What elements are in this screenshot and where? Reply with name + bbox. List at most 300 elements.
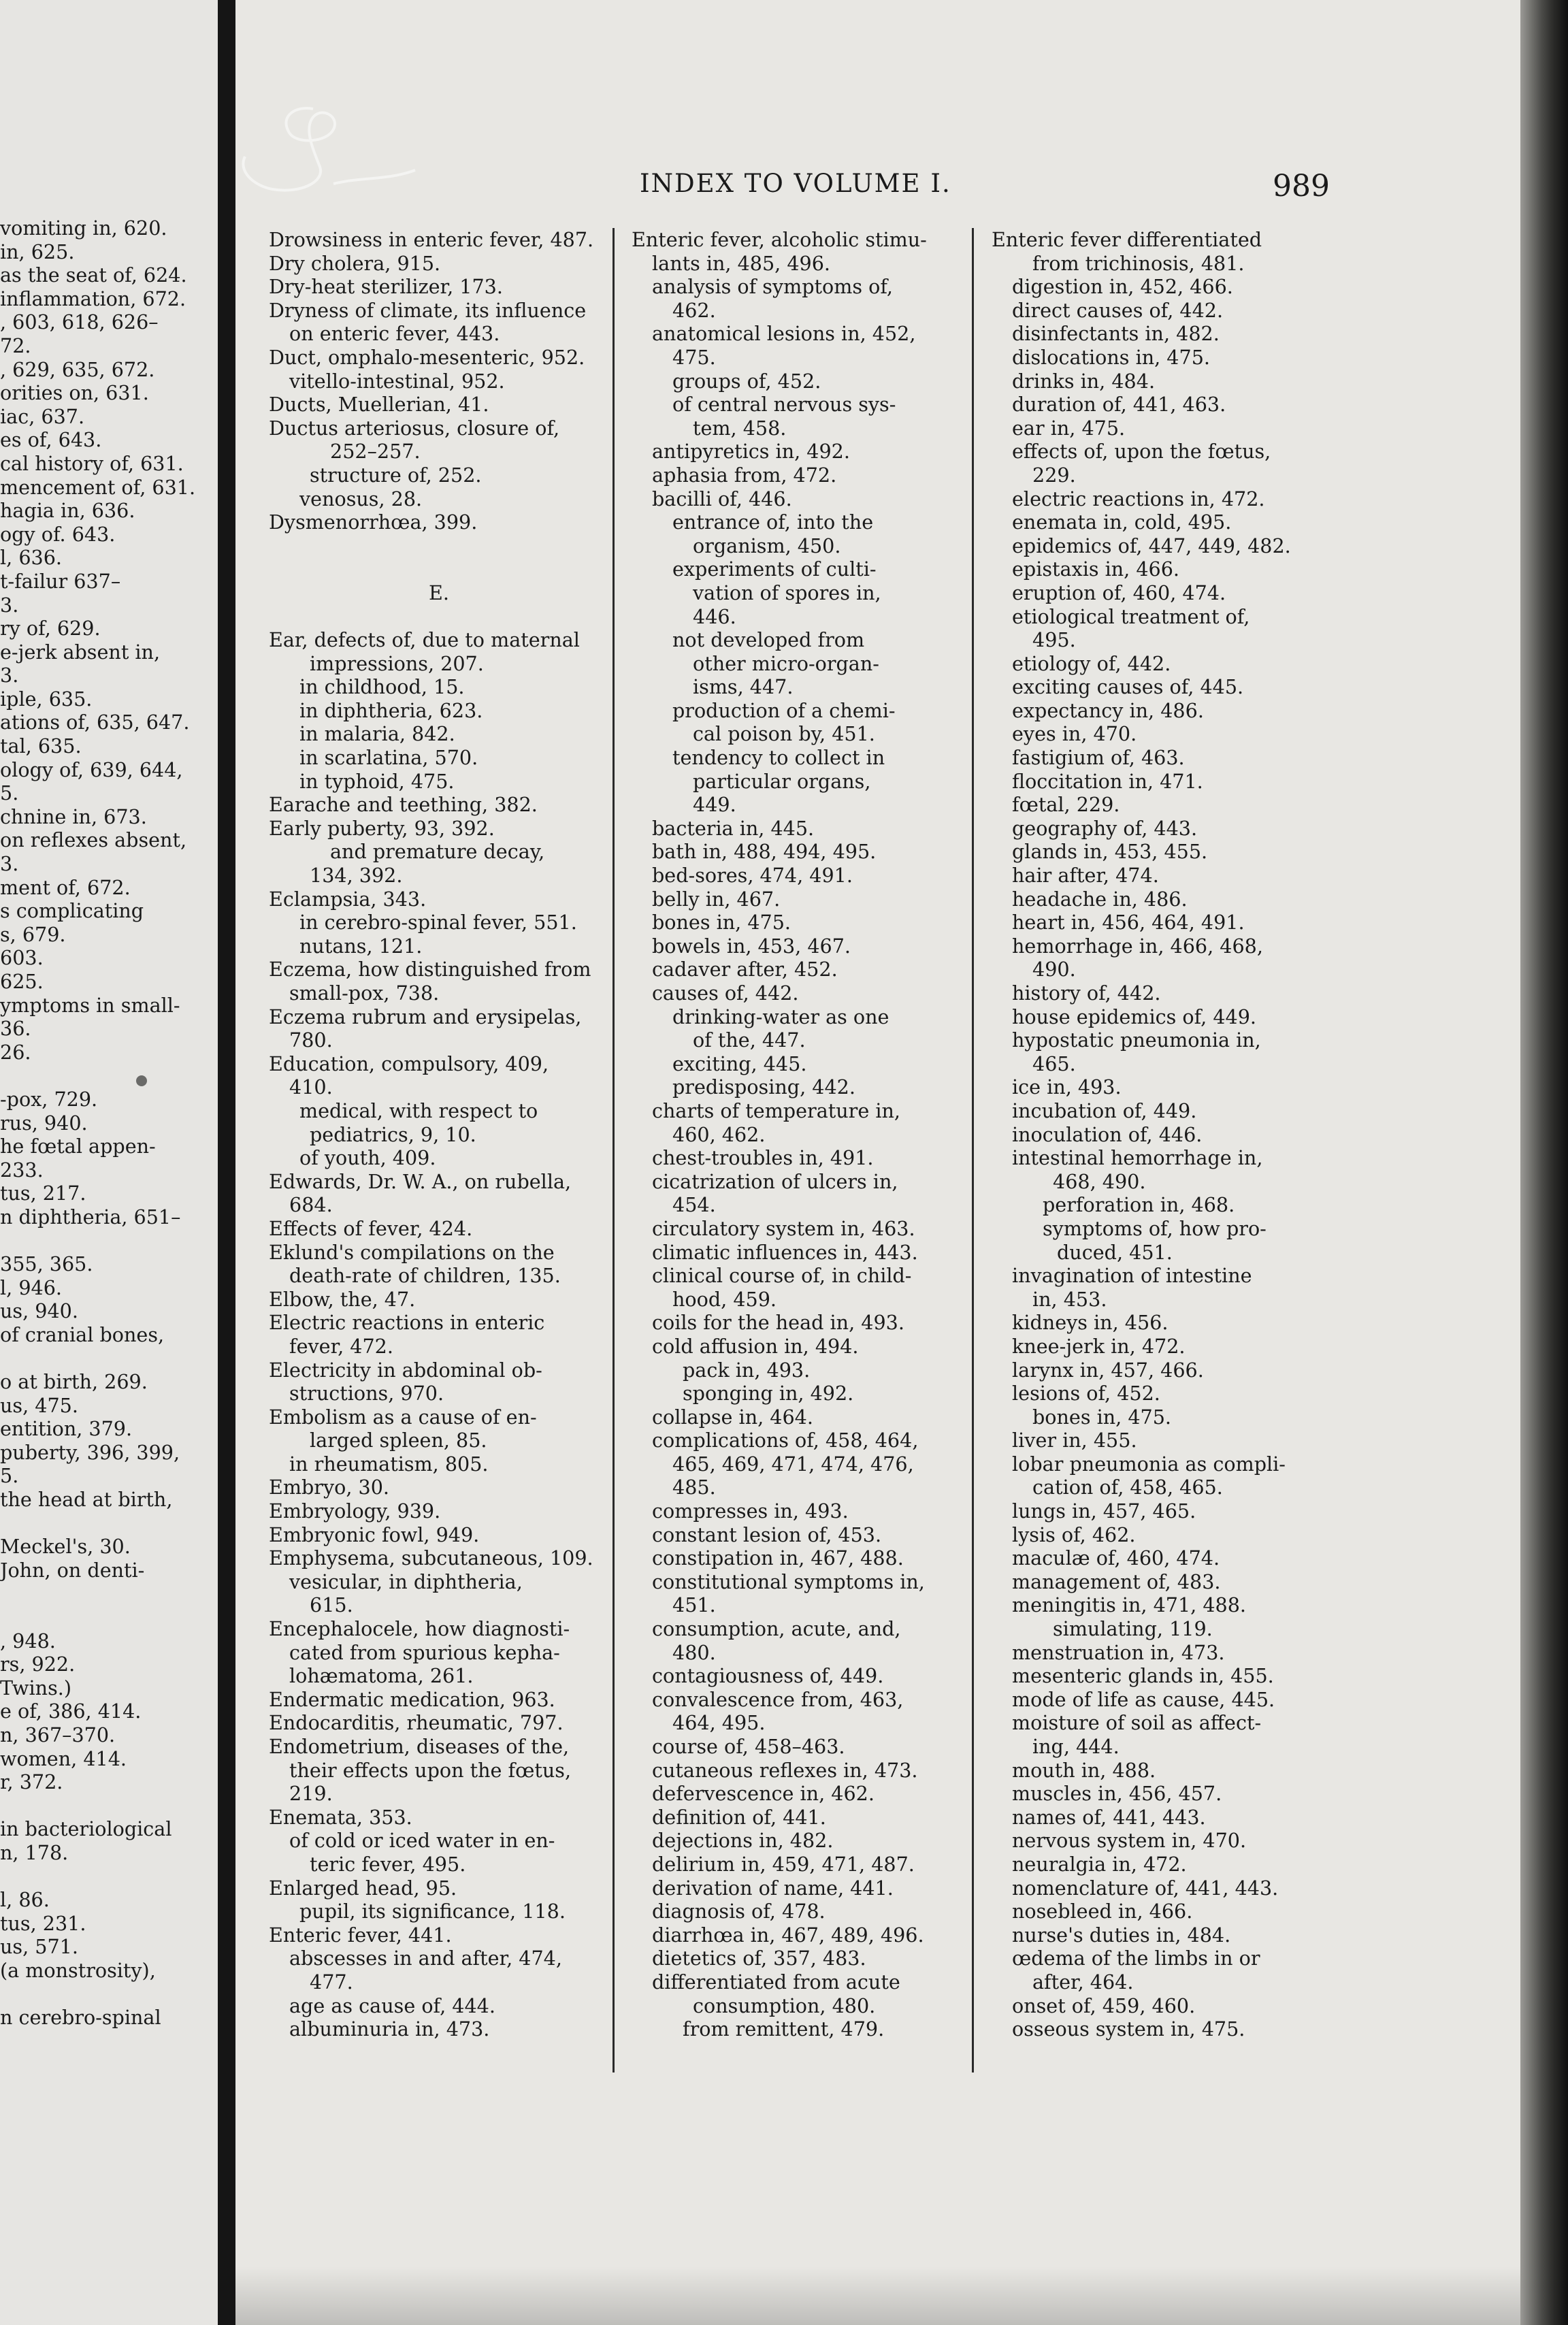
index-entry-line: entrance of, into the [672, 510, 874, 534]
index-entry-line: in, 453. [1032, 1287, 1107, 1311]
index-entry-line: cold affusion in, 494. [652, 1334, 859, 1358]
index-entry-line: 449. [693, 793, 736, 817]
index-entry-line: l, 86. [0, 1888, 50, 1912]
index-entry-line: meningitis in, 471, 488. [1012, 1593, 1247, 1617]
index-entry-line: in, 625. [0, 240, 75, 263]
running-header: INDEX TO VOLUME I. [640, 169, 951, 198]
index-entry-line: fœtal, 229. [1012, 793, 1120, 817]
index-entry-line: Edwards, Dr. W. A., on rubella, [269, 1169, 572, 1193]
index-entry-line: cutaneous reflexes in, 473. [652, 1758, 918, 1782]
index-entry-line: electric reactions in, 472. [1012, 487, 1265, 510]
index-entry-line: Early puberty, 93, 392. [269, 816, 495, 840]
index-entry-line: , 948. [0, 1629, 56, 1653]
index-entry-line: lobar pneumonia as compli- [1012, 1452, 1286, 1476]
index-entry-line: Dysmenorrhœa, 399. [269, 510, 478, 534]
index-entry-line [269, 605, 609, 629]
index-entry-line: hypostatic pneumonia in, [1012, 1028, 1261, 1052]
index-entry-line: John, on denti- [0, 1558, 145, 1582]
index-entry-line: iple, 635. [0, 687, 93, 711]
index-entry-line: Enteric fever, 441. [269, 1923, 452, 1947]
index-entry-line [269, 534, 609, 558]
index-entry-line: diarrhœa in, 467, 489, 496. [652, 1923, 924, 1947]
index-entry-line: lungs in, 457, 465. [1012, 1499, 1196, 1523]
page-number: 989 [1273, 169, 1330, 204]
index-entry-line: cadaver after, 452. [652, 958, 838, 981]
index-entry-line: Electricity in abdominal ob- [269, 1358, 542, 1382]
index-entry-line: tem, 458. [693, 416, 787, 440]
index-entry-line: n, 367–370. [0, 1723, 116, 1746]
index-column-3 [992, 228, 1332, 2041]
index-entry-line: bowels in, 453, 467. [652, 934, 851, 958]
index-entry-line: o at birth, 269. [0, 1370, 148, 1394]
index-entry-line: heart in, 456, 464, 491. [1012, 911, 1245, 934]
index-entry-line: house epidemics of, 449. [1012, 1005, 1256, 1028]
index-entry-line: causes of, 442. [652, 981, 799, 1005]
index-entry-line: inflammation, 672. [0, 287, 186, 310]
index-entry-line [0, 1983, 218, 2006]
index-entry-line: tus, 217. [0, 1182, 86, 1205]
index-entry-line: lysis of, 462. [1012, 1523, 1136, 1546]
index-entry-line: incubation of, 449. [1012, 1099, 1197, 1122]
index-entry-line: dejections in, 482. [652, 1829, 834, 1853]
index-entry-line: 454. [672, 1193, 716, 1217]
index-entry-line: isms, 447. [693, 675, 794, 699]
index-entry-line: Eczema rubrum and erysipelas, [269, 1005, 582, 1028]
index-entry-line: 615. [310, 1593, 353, 1617]
index-entry-line: not developed from [672, 628, 865, 652]
index-entry-line: Drowsiness in enteric fever, 487. [269, 228, 594, 251]
index-entry-line: groups of, 452. [672, 369, 821, 393]
index-entry-line: 219. [289, 1782, 333, 1806]
index-entry-line: ations of, 635, 647. [0, 711, 190, 734]
index-entry-line: in diphtheria, 623. [299, 698, 483, 722]
index-entry-line [0, 1794, 218, 1818]
index-entry-line: medical, with respect to [299, 1099, 538, 1122]
index-entry-line: other micro-organ- [693, 651, 879, 675]
index-entry-line: chest-troubles in, 491. [652, 1146, 874, 1170]
index-entry-line: complications of, 458, 464, [652, 1429, 919, 1452]
index-entry-line: 446. [693, 604, 736, 628]
index-entry-line: bones in, 475. [652, 911, 791, 934]
index-entry-line: impressions, 207. [310, 651, 484, 675]
index-entry-line: 603. [0, 946, 44, 970]
index-entry-line: bed-sores, 474, 491. [652, 864, 853, 888]
index-entry-line: 464, 495. [672, 1711, 766, 1735]
index-entry-line: dislocations in, 475. [1012, 345, 1210, 369]
index-entry-line [0, 1347, 218, 1371]
index-entry-line: symptoms of, how pro- [1043, 1216, 1267, 1240]
index-entry-line: venosus, 28. [299, 487, 423, 510]
index-entry-line: duration of, 441, 463. [1012, 393, 1226, 417]
index-entry-line: n diphtheria, 651– [0, 1205, 181, 1229]
index-entry-line: convalescence from, 463, [652, 1687, 904, 1711]
index-entry-line: r, 372. [0, 1770, 63, 1794]
index-entry-line: 410. [289, 1075, 333, 1099]
index-entry-line: Effects of fever, 424. [269, 1216, 473, 1240]
index-entry-line: of cranial bones, [0, 1322, 165, 1346]
index-entry-line: differentiated from acute [652, 1970, 900, 1994]
index-entry-line: 475. [672, 345, 716, 369]
index-entry-line: abscesses in and after, 474, [289, 1947, 562, 1970]
index-entry-line: fastigium of, 463. [1012, 746, 1185, 770]
index-entry-line: 3. [0, 852, 19, 876]
index-entry-line: , 629, 635, 672. [0, 357, 155, 381]
index-entry-line: puberty, 396, 399, [0, 1440, 180, 1464]
index-entry-line: duced, 451. [1057, 1240, 1173, 1264]
index-entry-line: 134, 392. [310, 864, 403, 888]
index-entry-line: after, 464. [1032, 1970, 1134, 1994]
index-entry-line: of youth, 409. [299, 1146, 436, 1170]
index-entry-line: knee-jerk in, 472. [1012, 1334, 1186, 1358]
index-entry-line: 780. [289, 1028, 333, 1052]
index-entry-line: 3. [0, 664, 19, 687]
index-entry-line [0, 1229, 218, 1253]
index-entry-line: 480. [672, 1640, 716, 1664]
index-entry-line: glands in, 453, 455. [1012, 840, 1208, 864]
facing-page [0, 0, 218, 2325]
index-entry-line: Ductus arteriosus, closure of, [269, 416, 560, 440]
index-entry-line: menstruation in, 473. [1012, 1640, 1225, 1664]
index-entry-line: bath in, 488, 494, 495. [652, 840, 877, 864]
index-entry-line: anatomical lesions in, 452, [652, 322, 916, 346]
index-entry-line: mesenteric glands in, 455. [1012, 1664, 1274, 1688]
index-entry-line: and premature decay, [330, 840, 545, 864]
index-entry-line: names of, 441, 443. [1012, 1805, 1206, 1829]
index-entry-line: etiology of, 442. [1012, 651, 1171, 675]
index-entry-line: geography of, 443. [1012, 816, 1198, 840]
index-entry-line: floccitation in, 471. [1012, 769, 1203, 793]
index-entry-line: ice in, 493. [1012, 1075, 1122, 1099]
index-entry-line: course of, 458–463. [652, 1735, 845, 1758]
index-entry-line: tus, 231. [0, 1911, 86, 1935]
index-entry-line: headache in, 486. [1012, 887, 1188, 911]
index-entry-line: tendency to collect in [672, 746, 885, 770]
index-entry-line: tal, 635. [0, 734, 82, 758]
index-entry-line: death-rate of children, 135. [289, 1264, 561, 1288]
index-entry-line [0, 1606, 218, 1629]
index-entry-line: eyes in, 470. [1012, 722, 1137, 746]
index-entry-line: coils for the head in, 493. [652, 1311, 904, 1335]
index-entry-line: aphasia from, 472. [652, 463, 837, 487]
index-entry-line: definition of, 441. [652, 1805, 826, 1829]
index-entry-line: 684. [289, 1193, 333, 1217]
index-entry-line: Enemata, 353. [269, 1805, 412, 1829]
index-entry-line: osseous system in, 475. [1012, 2017, 1245, 2041]
index-entry-line: of central nervous sys- [672, 393, 896, 417]
index-entry-line: Earache and teething, 382. [269, 793, 538, 817]
index-entry-line: experiments of culti- [672, 557, 877, 581]
book-gutter [218, 0, 235, 2325]
index-entry-line: vesicular, in diphtheria, [289, 1570, 523, 1593]
index-entry-line: analysis of symptoms of, [652, 275, 893, 299]
index-entry-line: Endometrium, diseases of the, [269, 1735, 570, 1758]
index-entry-line: structions, 970. [289, 1382, 444, 1405]
index-entry-line: albuminuria in, 473. [289, 2017, 490, 2041]
index-entry-line: sponging in, 492. [683, 1382, 854, 1405]
page-shadow [235, 2266, 1520, 2325]
index-entry-line: ment of, 672. [0, 875, 131, 899]
index-entry-line: orities on, 631. [0, 381, 149, 405]
index-entry-line: their effects upon the fœtus, [289, 1758, 572, 1782]
index-entry-line: Embolism as a cause of en- [269, 1405, 537, 1429]
index-entry-line: n, 178. [0, 1840, 69, 1864]
index-entry-line: 495. [1032, 628, 1076, 652]
index-entry-line: mencement of, 631. [0, 475, 196, 499]
index-entry-line: particular organs, [693, 769, 871, 793]
index-entry-line: in bacteriological [0, 1817, 172, 1841]
index-entry-line: Enteric fever, alcoholic stimu- [632, 228, 927, 251]
index-entry-line: 252–257. [330, 440, 421, 464]
index-entry-line: climatic influences in, 443. [652, 1240, 918, 1264]
index-entry-line: constant lesion of, 453. [652, 1523, 882, 1546]
index-entry-line: kidneys in, 456. [1012, 1311, 1169, 1335]
index-entry-line: Embryo, 30. [269, 1476, 389, 1499]
index-entry-line [269, 557, 609, 581]
index-entry-line: production of a chemi- [672, 698, 896, 722]
index-entry-line: Ear, defects of, due to maternal [269, 628, 580, 652]
index-entry-line: nomenclature of, 441, 443. [1012, 1876, 1279, 1900]
index-column-1 [269, 228, 609, 2041]
index-entry-line: larged spleen, 85. [310, 1429, 487, 1452]
index-entry-line: as the seat of, 624. [0, 263, 187, 287]
index-entry-line: nosebleed in, 466. [1012, 1900, 1193, 1923]
index-entry-line: Eklund's compilations on the [269, 1240, 555, 1264]
index-entry-line: in typhoid, 475. [299, 769, 455, 793]
index-entry-line: pediatrics, 9, 10. [310, 1122, 476, 1146]
index-entry-line: on reflexes absent, [0, 828, 187, 852]
index-entry-line: Dry-heat sterilizer, 173. [269, 275, 503, 299]
index-entry-line: 355, 365. [0, 1252, 93, 1276]
index-entry-line: 485. [672, 1476, 716, 1499]
index-entry-line: in rheumatism, 805. [289, 1452, 489, 1476]
index-entry-line: drinks in, 484. [1012, 369, 1156, 393]
index-entry-line: bones in, 475. [1032, 1405, 1172, 1429]
index-entry-line [0, 1064, 218, 1088]
index-entry-line: maculæ of, 460, 474. [1012, 1546, 1220, 1570]
index-entry-line: 3. [0, 593, 19, 617]
index-entry-line: Education, compulsory, 409, [269, 1052, 549, 1075]
index-entry-line: in childhood, 15. [299, 675, 465, 699]
index-entry-line: ear in, 475. [1012, 416, 1126, 440]
index-entry-line: Enlarged head, 95. [269, 1876, 457, 1900]
index-entry-line: clinical course of, in child- [652, 1264, 912, 1288]
index-entry-line: hood, 459. [672, 1287, 777, 1311]
index-entry-line: Embryology, 939. [269, 1499, 441, 1523]
index-entry-line: inoculation of, 446. [1012, 1122, 1203, 1146]
index-entry-line: 465. [1032, 1052, 1076, 1075]
index-entry-line: œdema of the limbs in or [1012, 1947, 1260, 1970]
index-entry-line: vation of spores in, [693, 581, 881, 604]
index-entry-line: 233. [0, 1158, 44, 1182]
index-entry-line: Duct, omphalo-mesenteric, 952. [269, 345, 585, 369]
index-entry-line: of the, 447. [693, 1028, 806, 1052]
index-entry-line: digestion in, 452, 466. [1012, 275, 1233, 299]
index-entry-line: rus, 940. [0, 1111, 88, 1135]
index-entry-line: ing, 444. [1032, 1735, 1120, 1758]
index-entry-line: entition, 379. [0, 1417, 133, 1441]
index-entry-line: in scarlatina, 570. [299, 746, 478, 770]
index-entry-line: cal poison by, 451. [693, 722, 875, 746]
index-entry-line: in malaria, 842. [299, 722, 455, 746]
index-entry-line: 462. [672, 298, 716, 322]
index-entry-line: bacteria in, 445. [652, 816, 815, 840]
index-entry-line: of cold or iced water in en- [289, 1829, 555, 1853]
index-entry-line [0, 1582, 218, 1606]
index-entry-line: intestinal hemorrhage in, [1012, 1146, 1263, 1170]
index-entry-line: nutans, 121. [299, 934, 423, 958]
index-entry-line: , 603, 618, 626– [0, 310, 159, 334]
index-entry-line: 477. [310, 1970, 353, 1994]
index-entry-line: defervescence in, 462. [652, 1782, 875, 1806]
index-entry-line: cicatrization of ulcers in, [652, 1169, 898, 1193]
index-entry-line: t-failur 637– [0, 569, 121, 593]
index-entry-line: disinfectants in, 482. [1012, 322, 1220, 346]
index-entry-line: Eclampsia, 343. [269, 887, 427, 911]
index-entry-line: Dryness of climate, its influence [269, 298, 587, 322]
index-entry-line: expectancy in, 486. [1012, 698, 1204, 722]
index-entry-line: s, 679. [0, 922, 66, 946]
index-entry-line: epistaxis in, 466. [1012, 557, 1180, 581]
index-entry-line: Embryonic fowl, 949. [269, 1523, 480, 1546]
index-entry-line: Dry cholera, 915. [269, 251, 441, 275]
index-entry-line: Meckel's, 30. [0, 1535, 131, 1559]
index-entry-line: 5. [0, 781, 19, 805]
index-entry-line: circulatory system in, 463. [652, 1216, 915, 1240]
index-entry-line: on enteric fever, 443. [289, 322, 500, 346]
facing-page-index-column [0, 216, 218, 2030]
column-rule-1 [612, 228, 615, 2072]
index-entry-line: Endocarditis, rheumatic, 797. [269, 1711, 564, 1735]
index-entry-line: vomiting in, 620. [0, 216, 167, 240]
index-entry-line: ology of, 639, 644, [0, 758, 183, 781]
index-entry-line: us, 571. [0, 1935, 78, 1959]
index-entry-line: organism, 450. [693, 534, 841, 557]
index-entry-line: cation of, 458, 465. [1032, 1476, 1223, 1499]
index-entry-line: neuralgia in, 472. [1012, 1852, 1187, 1876]
index-entry-line: Emphysema, subcutaneous, 109. [269, 1546, 593, 1570]
index-entry-line: belly in, 467. [652, 887, 781, 911]
index-entry-line: 72. [0, 334, 31, 357]
index-entry-line: l, 636. [0, 546, 62, 570]
index-entry-line: cal history of, 631. [0, 451, 184, 475]
index-entry-line: he fœtal appen- [0, 1135, 156, 1158]
index-entry-line: pack in, 493. [683, 1358, 811, 1382]
index-entry-line: Twins.) [0, 1676, 72, 1700]
index-entry-line: cated from spurious kepha- [289, 1640, 560, 1664]
index-entry-line: mode of life as cause, 445. [1012, 1687, 1275, 1711]
index-entry-line: women, 414. [0, 1746, 127, 1770]
index-entry-line: constipation in, 467, 488. [652, 1546, 904, 1570]
index-entry-line: consumption, acute, and, [652, 1617, 901, 1641]
index-entry-line: vitello-intestinal, 952. [289, 369, 505, 393]
index-entry-line: hair after, 474. [1012, 864, 1159, 888]
index-entry-line: 36. [0, 1017, 31, 1041]
index-entry-line: nurse's duties in, 484. [1012, 1923, 1231, 1947]
index-column-2 [632, 228, 965, 2041]
index-entry-line: delirium in, 459, 471, 487. [652, 1852, 915, 1876]
pencil-scribble-icon [231, 102, 449, 218]
index-entry-line: 5. [0, 1464, 19, 1488]
index-entry-line: compresses in, 493. [652, 1499, 849, 1523]
index-entry-line: diagnosis of, 478. [652, 1900, 826, 1923]
index-entry-line: contagiousness of, 449. [652, 1664, 884, 1688]
index-entry-line: ry of, 629. [0, 617, 101, 640]
index-entry-line: epidemics of, 447, 449, 482. [1012, 534, 1291, 557]
index-entry-line: liver in, 455. [1012, 1429, 1137, 1452]
index-entry-line: perforation in, 468. [1043, 1193, 1235, 1217]
index-entry-line: mouth in, 488. [1012, 1758, 1156, 1782]
index-entry-line: etiological treatment of, [1012, 604, 1250, 628]
index-entry-line: lants in, 485, 496. [652, 251, 831, 275]
index-entry-line: enemata in, cold, 495. [1012, 510, 1232, 534]
index-entry-line: nervous system in, 470. [1012, 1829, 1247, 1853]
index-entry-line: larynx in, 457, 466. [1012, 1358, 1204, 1382]
index-entry-line: -pox, 729. [0, 1087, 98, 1111]
index-entry-line: simulating, 119. [1053, 1617, 1213, 1641]
index-entry-line: age as cause of, 444. [289, 1994, 495, 2017]
index-entry-line: predisposing, 442. [672, 1075, 855, 1099]
index-entry-line: 460, 462. [672, 1122, 766, 1146]
index-entry-line: 451. [672, 1593, 716, 1617]
index-entry-line: pupil, its significance, 118. [299, 1900, 566, 1923]
index-entry-line: Ducts, Muellerian, 41. [269, 393, 489, 417]
index-entry-line: chnine in, 673. [0, 804, 147, 828]
index-entry-line: 26. [0, 1040, 31, 1064]
index-entry-line: invagination of intestine [1012, 1264, 1252, 1288]
index-entry-line: n cerebro-spinal [0, 2006, 161, 2030]
index-entry-line: Eczema, how distinguished from [269, 958, 591, 981]
index-entry-line: onset of, 459, 460. [1012, 1994, 1196, 2017]
index-entry-line: es of, 643. [0, 428, 102, 452]
index-entry-line: from trichinosis, 481. [1032, 251, 1245, 275]
index-entry-line: drinking-water as one [672, 1005, 889, 1028]
index-entry-line: hemorrhage in, 466, 468, [1012, 934, 1263, 958]
index-entry-line: history of, 442. [1012, 981, 1161, 1005]
index-entry-line: Elbow, the, 47. [269, 1287, 416, 1311]
index-entry-line: 490. [1032, 958, 1076, 981]
index-entry-line: antipyretics in, 492. [652, 440, 850, 464]
index-entry-line: structure of, 252. [310, 463, 482, 487]
index-entry-line: 229. [1032, 463, 1076, 487]
index-entry-line: eruption of, 460, 474. [1012, 581, 1226, 604]
index-entry-line: l, 946. [0, 1275, 62, 1299]
index-entry-line: dietetics of, 357, 483. [652, 1947, 866, 1970]
index-entry-line: fever, 472. [289, 1334, 393, 1358]
index-entry-line: e of, 386, 414. [0, 1700, 142, 1723]
index-entry-line: e-jerk absent in, [0, 640, 161, 664]
index-entry-line: s complicating [0, 899, 144, 923]
page-edge [1520, 0, 1568, 2325]
index-entry-line: in cerebro-spinal fever, 551. [299, 911, 577, 934]
index-entry-line: Encephalocele, how diagnosti- [269, 1617, 570, 1641]
index-entry-line: iac, 637. [0, 404, 85, 428]
index-entry-line: from remittent, 479. [683, 2017, 885, 2041]
index-entry-line: charts of temperature in, [652, 1099, 900, 1122]
index-entry-line: bacilli of, 446. [652, 487, 792, 510]
index-entry-line: lohæmatoma, 261. [289, 1664, 474, 1688]
index-entry-line: us, 475. [0, 1393, 78, 1417]
index-entry-line: exciting, 445. [672, 1052, 807, 1075]
index-entry-line: exciting causes of, 445. [1012, 675, 1244, 699]
index-entry-line: Enteric fever differentiated [992, 228, 1262, 251]
index-entry-line: small-pox, 738. [289, 981, 440, 1005]
index-entry-line: collapse in, 464. [652, 1405, 813, 1429]
index-entry-line: lesions of, 452. [1012, 1382, 1160, 1405]
section-letter: E. [429, 581, 449, 604]
index-entry-line: Endermatic medication, 963. [269, 1687, 555, 1711]
index-entry-line: constitutional symptoms in, [652, 1570, 925, 1593]
page-speck [136, 1075, 147, 1086]
